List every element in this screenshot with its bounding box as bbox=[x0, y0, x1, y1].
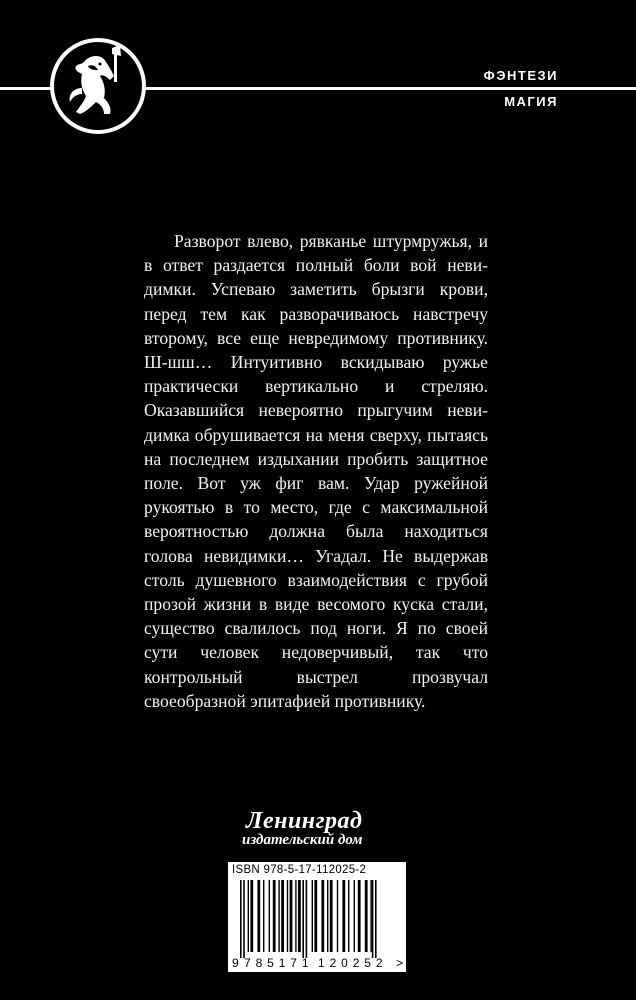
barcode-bar bbox=[314, 880, 317, 952]
barcode-digits bbox=[228, 956, 406, 970]
barcode-bar bbox=[269, 880, 270, 952]
barcode-digit-group-1: 785171 bbox=[244, 956, 314, 970]
barcode-bar bbox=[370, 880, 371, 952]
barcode-bar bbox=[365, 880, 368, 952]
barcode-bar bbox=[273, 880, 276, 952]
barcode-bar bbox=[348, 880, 349, 952]
barcode-digit-group-2: 120252 bbox=[318, 956, 388, 970]
isbn-barcode bbox=[228, 862, 406, 972]
barcode-bar bbox=[298, 880, 301, 952]
barcode-bar bbox=[358, 880, 361, 952]
barcode-bar bbox=[257, 880, 260, 952]
barcode-bar bbox=[248, 880, 249, 952]
barcode-bar bbox=[295, 880, 296, 952]
barcode-bar bbox=[312, 880, 313, 952]
barcode-arrow: > bbox=[395, 956, 403, 970]
barcode-bar bbox=[290, 880, 293, 952]
barcode-bar bbox=[263, 880, 264, 952]
barcode-bar bbox=[281, 880, 284, 952]
barcode-bar bbox=[327, 880, 328, 952]
barcode-bar bbox=[330, 880, 333, 952]
barcode-bar bbox=[354, 880, 355, 952]
barcode-bar bbox=[250, 880, 253, 952]
barcode-bars bbox=[228, 880, 406, 958]
barcode-guard-bar bbox=[302, 880, 304, 958]
barcode-guard-bar bbox=[372, 880, 374, 958]
publisher-subtitle: издательский дом bbox=[242, 832, 363, 848]
barcode-guard-bar bbox=[306, 880, 308, 958]
barcode-guard-bar bbox=[240, 880, 242, 958]
lion-emblem-icon bbox=[50, 38, 146, 134]
barcode-bar bbox=[337, 880, 338, 952]
genre-label-magic: МАГИЯ bbox=[504, 94, 558, 109]
back-cover-blurb: Разворот влево, рявканье штурмружья, и в ответ раздается полный боли вой невидимки. Успеваю заметить брызги крови, перед тем как разворачиваюсь навстречу второму, все еще невредимому противнику. Ш-шш… Интуитивно вскидываю ружье практически вертикально и стреляю. Оказавшийся невероятно прыгучим невидимка обрушивается на меня сверху, пытаясь на последнем издыхании пробить защитное поле. Вот уж фиг вам. Удар ружейной рукоятью в то место, где с максимальной вероятностью должна была находиться голова невидимки… Угадал. Не выдержав столь душевного взаимодействия с грубой прозой жизни в виде весомого куска стали, существо свалилось под ноги. Я по своей сути человек недоверчивый, так что контрольный выстрел прозвучал своеобразной эпитафией противнику. bbox=[144, 231, 488, 711]
barcode-guard-bar bbox=[243, 880, 245, 958]
barcode-lead-digit: 9 bbox=[232, 956, 239, 970]
barcode-bar bbox=[321, 880, 324, 952]
genre-label-fantasy: ФЭНТЕЗИ bbox=[483, 68, 558, 83]
barcode-bar bbox=[287, 880, 288, 952]
barcode-guard-bar bbox=[375, 880, 377, 958]
publisher-name: Ленинград bbox=[246, 808, 363, 834]
barcode-bar bbox=[278, 880, 279, 952]
publisher-logo bbox=[236, 808, 396, 848]
isbn-label: ISBN 978-5-17-112025-2 bbox=[232, 864, 367, 876]
barcode-bar bbox=[342, 880, 345, 952]
